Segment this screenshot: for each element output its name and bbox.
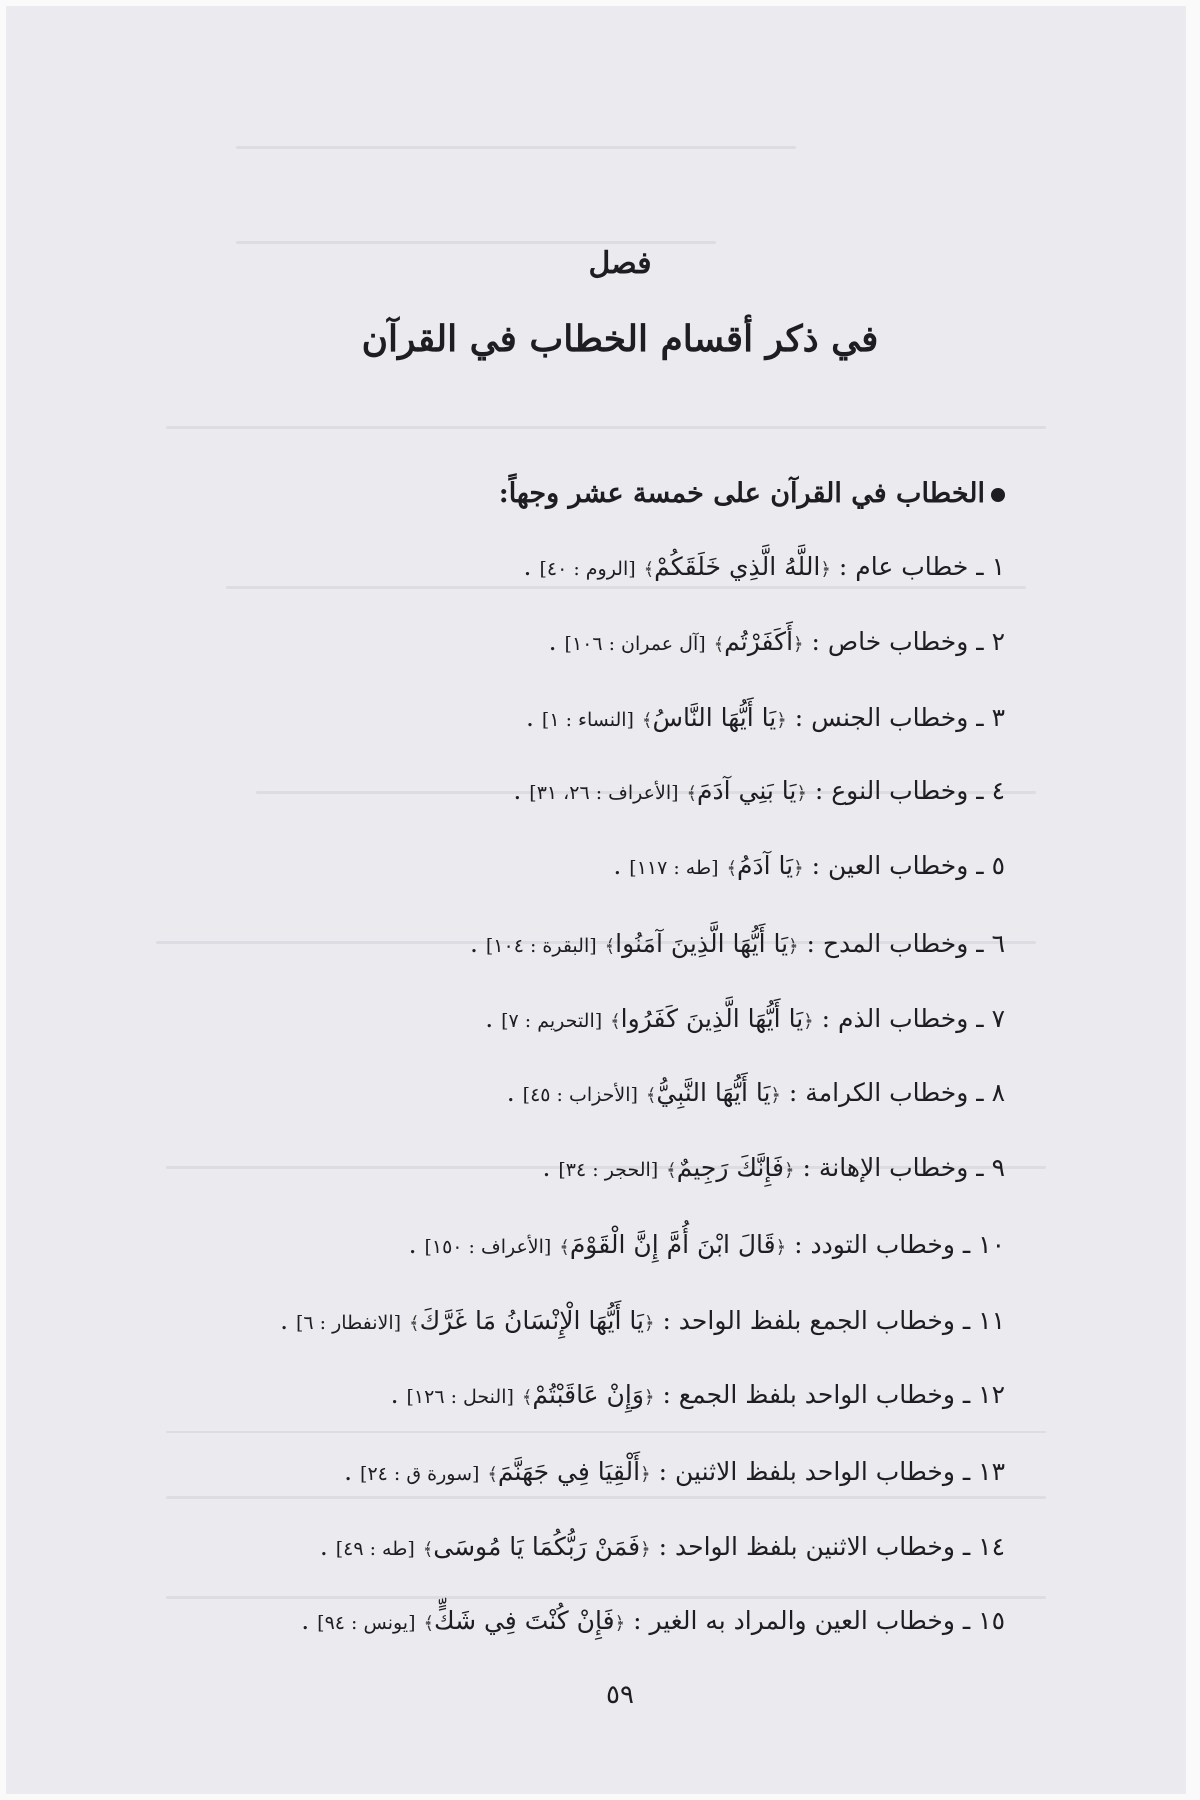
chapter-title: في ذكر أقسام الخطاب في القرآن — [361, 318, 879, 360]
chapter-label: فصل — [588, 246, 652, 281]
item-label: ـ وخطاب التودد : — [794, 1230, 971, 1259]
item-number: ٩ — [991, 1153, 1005, 1182]
verse-reference: [طه : ١١٧] — [629, 857, 719, 879]
ornate-bracket-close-icon: ﴾ — [726, 858, 738, 879]
quran-quote: يَا أَيُّهَا الْإِنْسَانُ مَا غَرَّكَ — [419, 1306, 644, 1335]
ornate-bracket-close-icon: ﴾ — [521, 1387, 533, 1408]
item-label: ـ وخطاب الذم : — [821, 1004, 984, 1033]
ornate-bracket-open-icon: ﴿ — [640, 1464, 651, 1485]
item-label: ـ وخطاب العين : — [811, 851, 984, 880]
list-item: ٦ ـ وخطاب المدح : ﴿يَا أَيُّهَا الَّذِينَ آمَنُوا﴾ [البقرة : ١٠٤] . — [469, 929, 1005, 958]
ornate-bracket-close-icon: ﴾ — [610, 1011, 621, 1032]
item-number: ١١ — [978, 1306, 1005, 1335]
verse-reference: [البقرة : ١٠٤] — [485, 935, 597, 957]
quran-quote: أَكَفَرْتُم — [724, 627, 794, 656]
verse-reference: [النساء : ١] — [541, 709, 634, 731]
quran-quote: فَإِنَّكَ رَجِيمٌ — [676, 1153, 784, 1182]
ornate-bracket-close-icon: ﴾ — [409, 1313, 420, 1334]
bleed-through-text — [166, 1496, 1046, 1499]
verse-reference: [آل عمران : ١٠٦] — [564, 633, 706, 655]
item-label: ـ وخطاب الاثنين بلفظ الواحد : — [658, 1532, 971, 1561]
item-label: ـ وخطاب الواحد بلفظ الجمع : — [662, 1380, 971, 1409]
item-label: ـ خطاب عام : — [838, 552, 984, 581]
item-number: ٥ — [991, 851, 1005, 880]
list-item: ١٤ ـ وخطاب الاثنين بلفظ الواحد : ﴿فَمَنْ رَبُّكُمَا يَا مُوسَى﴾ [طه : ٤٩] . — [319, 1532, 1005, 1561]
item-number: ١٤ — [978, 1532, 1005, 1561]
quran-quote: أَلْقِيَا فِي جَهَنَّمَ — [497, 1457, 641, 1486]
item-number: ٤ — [991, 776, 1005, 805]
verse-reference: [التحريم : ٧] — [501, 1010, 603, 1032]
item-number: ١٥ — [978, 1606, 1005, 1635]
item-number: ٧ — [991, 1004, 1005, 1033]
ornate-bracket-close-icon: ﴾ — [487, 1464, 498, 1485]
quran-quote: وَإِنْ عَاقَبْتُمْ — [532, 1380, 644, 1409]
list-item: ٢ ـ وخطاب خاص : ﴿أَكَفَرْتُم﴾ [آل عمران : ١٠٦] . — [548, 627, 1005, 656]
item-number: ٦ — [991, 929, 1005, 958]
item-label: ـ وخطاب الكرامة : — [788, 1078, 984, 1107]
item-number: ١٣ — [978, 1457, 1005, 1486]
ornate-bracket-close-icon: ﴾ — [643, 559, 655, 580]
ornate-bracket-open-icon: ﴿ — [640, 1539, 651, 1560]
ornate-bracket-close-icon: ﴾ — [423, 1613, 434, 1634]
verse-reference: [طه : ٤٩] — [335, 1538, 415, 1560]
list-item: ٥ ـ وخطاب العين : ﴿يَا آدَمُ﴾ [طه : ١١٧] . — [613, 851, 1005, 880]
item-label: ـ وخطاب الإهانة : — [802, 1153, 984, 1182]
item-label: ـ وخطاب خاص : — [811, 627, 984, 656]
ornate-bracket-open-icon: ﴿ — [614, 1613, 626, 1634]
list-item: ١٣ ـ وخطاب الواحد بلفظ الاثنين : ﴿أَلْقِيَا فِي جَهَنَّمَ﴾ [سورة ق : ٢٤] . — [344, 1457, 1005, 1486]
bullet-icon — [991, 488, 1005, 502]
bleed-through-text — [226, 586, 1026, 589]
intro-text: الخطاب في القرآن على خمسة عشر وجهاً: — [498, 478, 985, 509]
verse-reference: [النحل : ١٢٦] — [406, 1386, 514, 1408]
item-label: ـ وخطاب العين والمراد به الغير : — [633, 1606, 971, 1635]
ornate-bracket-open-icon: ﴿ — [803, 1011, 814, 1032]
item-number: ٢ — [991, 627, 1005, 656]
ornate-bracket-close-icon: ﴾ — [604, 936, 616, 957]
list-item: ١١ ـ وخطاب الجمع بلفظ الواحد : ﴿يَا أَيُّهَا الْإِنْسَانُ مَا غَرَّكَ﴾ [الانفطار : ٦] . — [280, 1306, 1005, 1335]
ornate-bracket-open-icon: ﴿ — [776, 710, 787, 731]
ornate-bracket-open-icon: ﴿ — [793, 634, 804, 655]
ornate-bracket-open-icon: ﴿ — [770, 1085, 781, 1106]
list-item: ٣ ـ وخطاب الجنس : ﴿يَا أَيُّهَا النَّاسُ﴾ [النساء : ١] . — [526, 703, 1005, 732]
page-number: ٥٩ — [606, 1680, 634, 1710]
ornate-bracket-open-icon: ﴿ — [775, 1237, 787, 1258]
item-label: ـ وخطاب الجنس : — [794, 703, 984, 732]
quran-quote: قَالَ ابْنَ أُمَّ إِنَّ الْقَوْمَ — [569, 1230, 776, 1259]
ornate-bracket-close-icon: ﴾ — [666, 1160, 677, 1181]
quran-quote: يَا أَيُّهَا النَّبِيُّ — [656, 1078, 771, 1107]
ornate-bracket-close-icon: ﴾ — [641, 710, 653, 731]
list-item: ٨ ـ وخطاب الكرامة : ﴿يَا أَيُّهَا النَّبِيُّ﴾ [الأحزاب : ٤٥] . — [506, 1078, 1005, 1107]
list-item: ٧ ـ وخطاب الذم : ﴿يَا أَيُّهَا الَّذِينَ كَفَرُوا﴾ [التحريم : ٧] . — [485, 1004, 1005, 1033]
item-label: ـ وخطاب النوع : — [814, 776, 984, 805]
ornate-bracket-open-icon: ﴿ — [643, 1387, 655, 1408]
ornate-bracket-close-icon: ﴾ — [713, 634, 725, 655]
item-label: ـ وخطاب الجمع بلفظ الواحد : — [662, 1306, 971, 1335]
quran-quote: فَمَنْ رَبُّكُمَا يَا مُوسَى — [433, 1532, 641, 1561]
verse-reference: [الأحزاب : ٤٥] — [522, 1084, 638, 1106]
list-item: ١ ـ خطاب عام : ﴿اللَّهُ الَّذِي خَلَقَكُمْ﴾ [الروم : ٤٠] . — [523, 552, 1005, 581]
list-item: ٤ ـ وخطاب النوع : ﴿يَا بَنِي آدَمَ﴾ [الأعراف : ٢٦، ٣١] . — [513, 776, 1005, 805]
ornate-bracket-close-icon: ﴾ — [559, 1237, 570, 1258]
item-number: ٣ — [991, 703, 1005, 732]
ornate-bracket-open-icon: ﴿ — [788, 936, 799, 957]
item-label: ـ وخطاب المدح : — [806, 929, 984, 958]
verse-reference: [الحجر : ٣٤] — [558, 1159, 659, 1181]
verse-reference: [سورة ق : ٢٤] — [360, 1463, 480, 1485]
bleed-through-text — [236, 146, 796, 149]
ornate-bracket-close-icon: ﴾ — [645, 1085, 657, 1106]
bleed-through-text — [166, 1596, 1046, 1599]
ornate-bracket-close-icon: ﴾ — [686, 783, 698, 804]
ornate-bracket-open-icon: ﴿ — [793, 858, 804, 879]
quran-quote: يَا أَيُّهَا الَّذِينَ كَفَرُوا — [620, 1004, 804, 1033]
ornate-bracket-open-icon: ﴿ — [783, 1160, 795, 1181]
item-number: ١٢ — [978, 1380, 1005, 1409]
list-item: ١٠ ـ وخطاب التودد : ﴿قَالَ ابْنَ أُمَّ إِنَّ الْقَوْمَ﴾ [الأعراف : ١٥٠] . — [408, 1230, 1005, 1259]
ornate-bracket-open-icon: ﴿ — [820, 559, 831, 580]
item-label: ـ وخطاب الواحد بلفظ الاثنين : — [658, 1457, 971, 1486]
intro-line — [499, 478, 1005, 509]
item-number: ١٠ — [978, 1230, 1005, 1259]
bleed-through-text — [166, 426, 1046, 429]
verse-reference: [يونس : ٩٤] — [317, 1612, 416, 1634]
quran-quote: يَا آدَمُ — [737, 851, 794, 880]
quran-quote: يَا أَيُّهَا النَّاسُ — [652, 703, 777, 732]
item-number: ٨ — [991, 1078, 1005, 1107]
verse-reference: [الروم : ٤٠] — [539, 558, 636, 580]
verse-reference: [الأعراف : ١٥٠] — [424, 1236, 552, 1258]
ornate-bracket-open-icon: ﴿ — [796, 783, 807, 804]
ornate-bracket-close-icon: ﴾ — [422, 1539, 434, 1560]
list-item: ١٥ ـ وخطاب العين والمراد به الغير : ﴿فَإِنْ كُنْتَ فِي شَكٍّ﴾ [يونس : ٩٤] . — [301, 1606, 1005, 1635]
quran-quote: يَا بَنِي آدَمَ — [697, 776, 797, 805]
quran-quote: يَا أَيُّهَا الَّذِينَ آمَنُوا — [615, 929, 789, 958]
list-item: ٩ ـ وخطاب الإهانة : ﴿فَإِنَّكَ رَجِيمٌ﴾ [الحجر : ٣٤] . — [542, 1153, 1005, 1182]
list-item: ١٢ ـ وخطاب الواحد بلفظ الجمع : ﴿وَإِنْ عَاقَبْتُمْ﴾ [النحل : ١٢٦] . — [390, 1380, 1005, 1409]
ornate-bracket-open-icon: ﴿ — [643, 1313, 655, 1334]
verse-reference: [الانفطار : ٦] — [295, 1312, 402, 1334]
verse-reference: [الأعراف : ٢٦، ٣١] — [529, 782, 679, 804]
quran-quote: فَإِنْ كُنْتَ فِي شَكٍّ — [434, 1606, 615, 1635]
bleed-through-footnote-rule — [166, 1431, 1046, 1433]
bleed-through-text — [236, 241, 716, 244]
quran-quote: اللَّهُ الَّذِي خَلَقَكُمْ — [654, 552, 821, 581]
item-number: ١ — [991, 552, 1005, 581]
